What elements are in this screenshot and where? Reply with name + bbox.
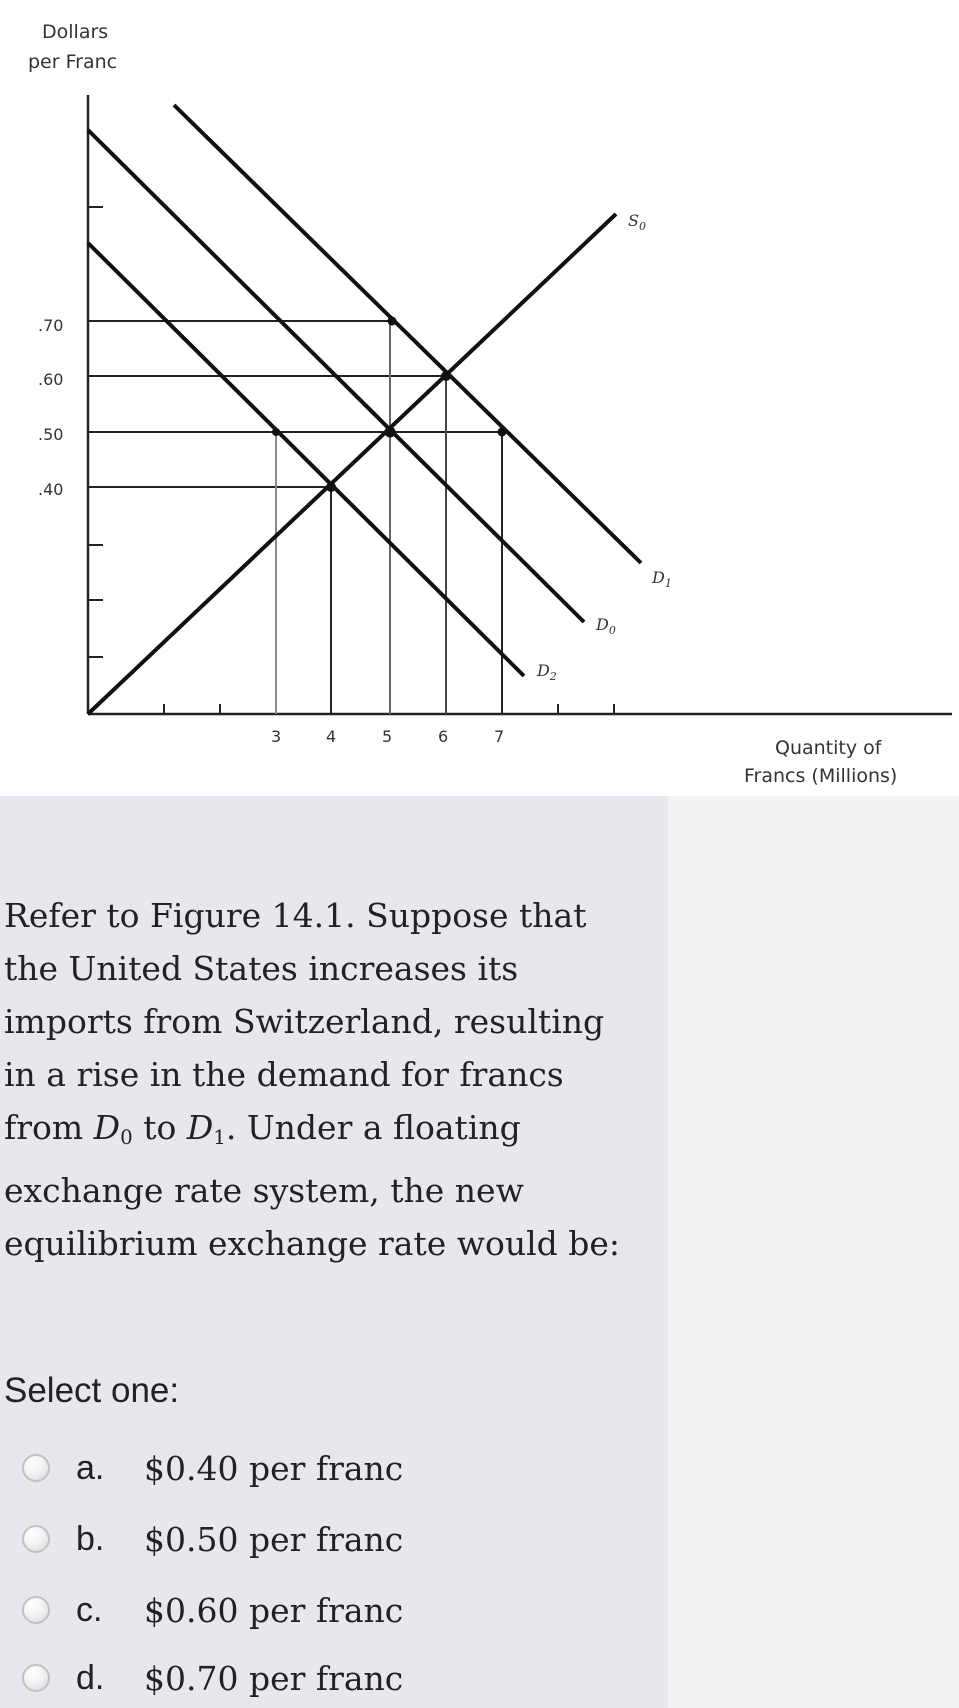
select-one-label: Select one: [4, 1371, 180, 1410]
option-d[interactable] [22, 1648, 542, 1708]
option-c-text: $0.60 per franc [144, 1590, 404, 1630]
option-a[interactable] [22, 1438, 542, 1498]
y-tick-040: .40 [38, 480, 64, 499]
label-d0: $D_0$ [596, 615, 616, 637]
radio-button-c[interactable] [22, 1596, 50, 1624]
supply-curve-s0 [88, 214, 616, 714]
option-a-letter: a. [76, 1448, 105, 1487]
x-axis-label-2: Francs (Millions) [744, 765, 898, 787]
x-axis-label: Quantity of [775, 737, 882, 759]
y-axis-label: Dollars [42, 21, 109, 43]
x-tick-4: 4 [326, 727, 337, 746]
option-b-text: $0.50 per franc [144, 1519, 404, 1559]
quantity-guide-lines [276, 321, 502, 714]
demand-curve-d1 [174, 105, 641, 563]
radio-button-a[interactable] [22, 1454, 50, 1482]
option-c[interactable] [22, 1580, 542, 1640]
label-d1: $D_1$ [652, 568, 672, 590]
radio-button-d[interactable] [22, 1664, 50, 1692]
option-b[interactable] [22, 1509, 542, 1569]
question-panel [0, 796, 668, 1708]
x-tick-6: 6 [438, 727, 449, 746]
x-tick-5: 5 [382, 727, 393, 746]
x-tick-7: 7 [494, 727, 505, 746]
y-tick-060: .60 [38, 370, 64, 389]
x-tick-3: 3 [271, 727, 282, 746]
y-tick-070: .70 [38, 316, 64, 335]
label-s0: $S_0$ [628, 211, 646, 233]
y-axis-label-2: per Franc [28, 51, 118, 73]
demand-curve-d2 [88, 243, 524, 676]
option-d-letter: d. [76, 1658, 105, 1697]
y-tick-050: .50 [38, 425, 64, 444]
option-d-text: $0.70 per franc [144, 1658, 404, 1698]
option-a-text: $0.40 per franc [144, 1448, 404, 1488]
label-d2: $D_2$ [537, 661, 557, 683]
figure-14-1 [0, 0, 959, 796]
radio-button-b[interactable] [22, 1525, 50, 1553]
question-text: Refer to Figure 14.1. Suppose that the United States increases its imports from Switzerland, resulting in a rise in the demand for francs from $D_0$ to $D_1$. Under a floating exchange rate system, the new equilibrium exchange rate would be: [4, 896, 621, 1263]
option-c-letter: c. [76, 1590, 103, 1629]
option-b-letter: b. [76, 1519, 105, 1558]
supply-demand-graph [0, 0, 959, 796]
price-guide-lines [88, 321, 502, 487]
